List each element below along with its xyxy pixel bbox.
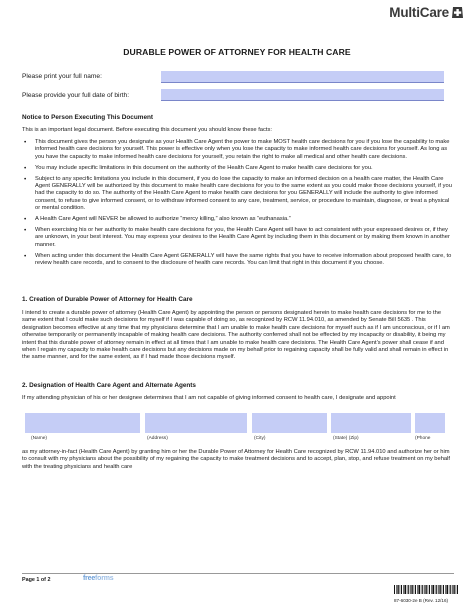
dob-field[interactable] xyxy=(161,89,444,101)
notice-bullet: • When exercising his or her authority to make health care decisions for you, the Health Care Agent will have to act consistent with your expressed desires or, if they are unknown, in your best interest. You may express your desires to the Health Care Agent by including them in this document or by making them known in another manner. xyxy=(22,227,454,249)
agent-fields xyxy=(25,413,445,433)
agent-city-label: (City) xyxy=(254,436,266,441)
agent-address-label: (Address) xyxy=(147,436,168,441)
notice-heading: Notice to Person Executing This Document xyxy=(22,114,154,121)
agent-state-zip-label: (State) (Zip) xyxy=(333,436,359,441)
section2-heading: 2. Designation of Health Care Agent and Alternate Agents xyxy=(22,382,196,389)
agent-name-label: (Name) xyxy=(31,436,47,441)
notice-bullet: • You may include specific limitations in this document on the authority of the Health Care Agent to make health care decisions for you. xyxy=(22,165,454,172)
multicare-logo xyxy=(389,5,464,20)
agent-phone-field[interactable] xyxy=(415,413,445,433)
section1-heading: 1. Creation of Durable Power of Attorney for Health Care xyxy=(22,296,193,303)
section2-after-text: as my attorney-in-fact (Health Care Agent) by granting him or her the Durable Power of Attorney for Health Care recognized by RCW 11.94.010 and authorize her or him to consult with my physicians about the possibility of my regaining the capacity to make treatment decisions and to accept, plan, stop, and refuse treatment on my behalf with the treating physicians and health care xyxy=(22,449,450,470)
notice-intro: This is an important legal document. Before executing this document you should know these facts: xyxy=(22,127,272,133)
multicare-cross-icon xyxy=(451,6,464,19)
agent-field-labels xyxy=(25,436,445,444)
freeforms-logo-part1: free xyxy=(83,575,96,582)
full-name-label: Please print your full name: xyxy=(22,73,102,80)
agent-address-field[interactable] xyxy=(145,413,247,433)
freeforms-logo-part2: forms xyxy=(95,575,114,582)
form-code: 87-6030-2e B (Rev. 12/16) xyxy=(394,598,449,603)
freeforms-logo xyxy=(83,575,114,582)
notice-bullet: • When acting under this document the Health Care Agent GENERALLY will have the same rights that you have to receive information about proposed health care, to review health care records, and to consent to the disclosure of health care records. You can limit that right in this document if you choose. xyxy=(22,253,454,268)
agent-name-field[interactable] xyxy=(25,413,140,433)
notice-bullet-list xyxy=(22,139,454,271)
full-name-row xyxy=(22,73,102,80)
dob-label: Please provide your full date of birth: xyxy=(22,92,130,99)
notice-bullet: • This document gives the person you designate as your Health Care Agent the power to make MOST health care decisions for you if you lose the capability to make informed health care decisions for yourself. This power is effective only when you lose the capacity to make informed health care decisions for yourself. As long as you have the capacity to make informed health care decisions for yourself, you retain the right to make all medical and other health care decisions. xyxy=(22,139,454,161)
page-number: Page 1 of 2 xyxy=(22,577,51,583)
notice-bullet: • Subject to any specific limitations you include in this document, if you do lose the capacity to make an informed decision on a health care matter, the Health Care Agent GENERALLY will be authorized by this document to make health care decisions for you to the same extent as you could make those decisions yourself, if you had the capacity to do so. The authority of the Health Care Agent to make health care decisions for you GENERALLY will include the authority to give informed consent, to refuse to give informed consent, or to withdraw informed consent to any care, treatment, service, or procedure to maintain, diagnose, or treat a physical or mental condition. xyxy=(22,176,454,213)
footer-divider xyxy=(22,573,454,574)
agent-state-zip-field[interactable] xyxy=(331,413,411,433)
section2-text: If my attending physician of his or her designee determines that I am not capable of giving informed consent to health care, I designate and appoint xyxy=(22,395,396,401)
notice-bullet: • A Health Care Agent will NEVER be allowed to authorize “mercy killing,” also known as “euthanasia.” xyxy=(22,216,454,223)
document-title: DURABLE POWER OF ATTORNEY FOR HEALTH CARE xyxy=(123,47,351,57)
logo-text: MultiCare xyxy=(389,5,449,20)
full-name-field[interactable] xyxy=(161,71,444,83)
agent-phone-label: (Phone xyxy=(415,436,431,441)
barcode-icon xyxy=(394,585,458,594)
dob-row xyxy=(22,92,129,99)
agent-city-field[interactable] xyxy=(252,413,327,433)
section1-text: I intend to create a durable power of attorney (Health Care Agent) by appointing the person or persons designated herein to make health care decisions for me to the same extent that I could make such decisions for myself if I was capable of doing so, as recognized by RCW 11.94.010, as amended by Senate Bill 5635 . This designation becomes effective at any time that my physicians determine that I am unable to make health care decisions for myself such as if I am unconscious, or if I am otherwise temporarily or permanently incapable of making health care decisions. The authority conferred shall not be effected by my incapacity or disability, it being my intent that this durable power of attorney remain in effect at all times that I am unable to make health care decisions. The Health Care Agent’s power shall cease if and when I regain my capacity to make health care decisions but any decisions made on my behalf prior to regaining capacity shall be fully valid and shall remain in effect in the same manner, and for the same extent, as if I had made those decisions myself. xyxy=(22,310,450,361)
